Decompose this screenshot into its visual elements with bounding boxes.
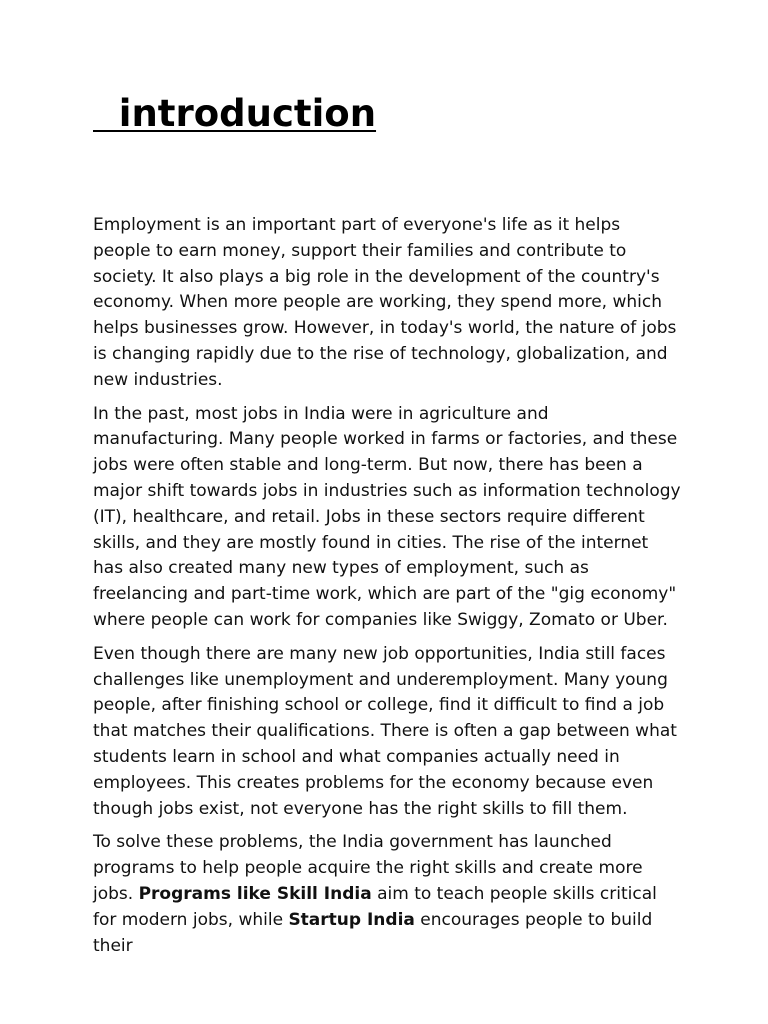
skill-india-bold: Programs like Skill India — [138, 883, 372, 904]
paragraph-text: To solve these problems, the India government has launched programs to help people acquire the right skills and create more jobs. — [93, 832, 643, 904]
paragraph-text: aim to teach people skills critical for modern jobs, while — [93, 883, 657, 930]
startup-india-bold: Startup India — [288, 909, 415, 930]
paragraph-challenges: Even though there are many new job opportunities, India still faces challenges like unemployment and underemployment. Many young people, after finishing school or college, find it difficult to find a job that matches their qualifications. There is often a gap between what students learn in school and what companies actually need in employees. This creates problems for the economy because even though jobs exist, not everyone has the right skills to fill them. — [93, 643, 677, 819]
page-title: introduction — [93, 92, 377, 135]
paragraph-employment-importance: Employment is an important part of everyone's life as it helps people to earn money, support their families and contribute to society. It also plays a big role in the development of the country's economy. When more people are working, they spend more, which helps businesses grow. However, in today's world, the nature of jobs is changing rapidly due to the rise of technology, globalization, and new industries. — [93, 215, 677, 390]
paragraph-text: encourages people to build their — [93, 909, 653, 956]
document-body — [93, 213, 683, 967]
paragraph-government-programs — [93, 830, 683, 959]
paragraph-job-shift: In the past, most jobs in India were in agriculture and manufacturing. Many people worked in farms or factories, and these jobs were often stable and long-term. But now, there has been a major shift towards jobs in industries such as information technology (IT), healthcare, and retail. Jobs in these sectors require different skills, and they are mostly found in cities. The rise of the internet has also created many new types of employment, such as freelancing and part-time work, which are part of the "gig economy" where people can work for companies like Swiggy, Zomato or Uber. — [93, 403, 681, 630]
